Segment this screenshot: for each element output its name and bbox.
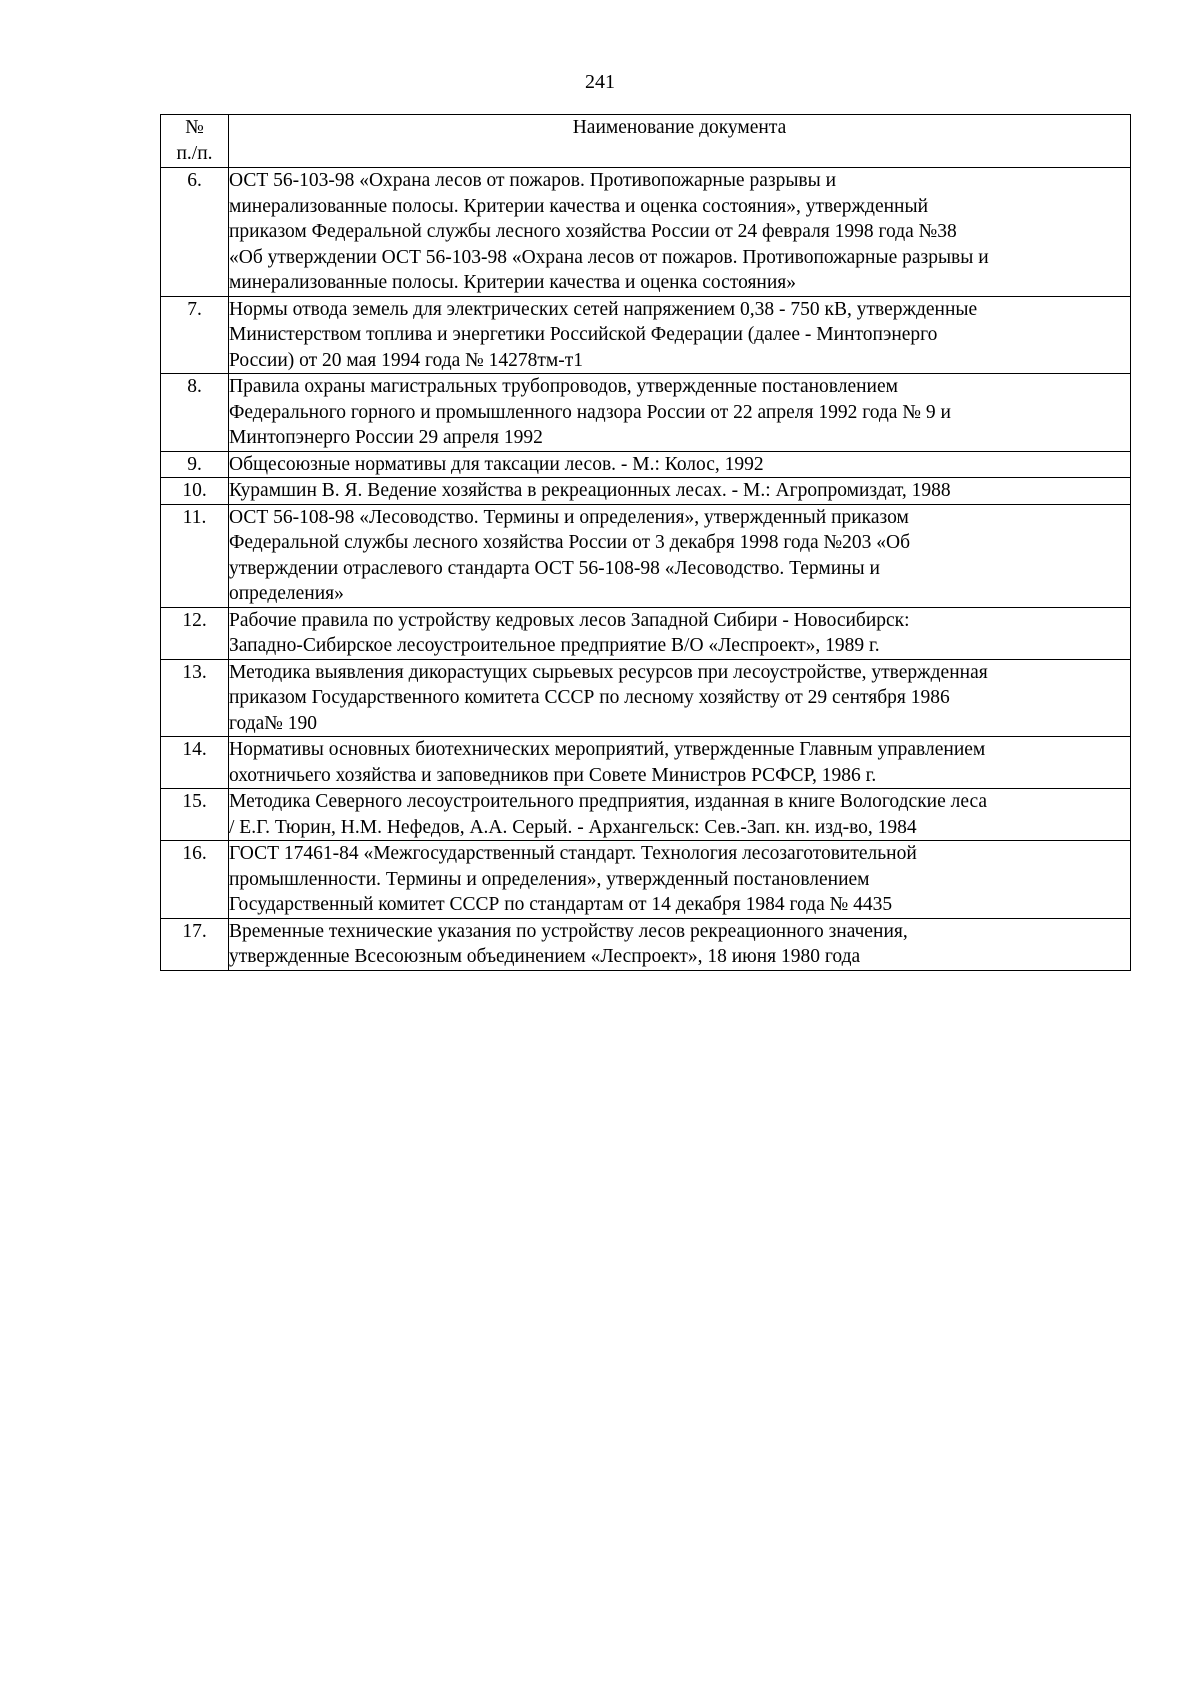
document-name-cell <box>229 918 1131 970</box>
table-row <box>161 374 1131 452</box>
document-name-line: Нормы отвода земель для электрических сетей напряжением 0,38 - 750 кВ, утвержденные <box>229 298 978 320</box>
document-name-cell <box>229 789 1131 841</box>
table-body <box>161 168 1131 971</box>
document-name-line: года№ 190 <box>229 712 318 734</box>
document-table <box>160 114 1131 971</box>
row-number: 15. <box>161 789 229 841</box>
document-name-line: охотничьего хозяйства и заповедников при Совете Министров РСФСР, 1986 г. <box>229 764 877 786</box>
table-header-row <box>161 115 1131 168</box>
table-row <box>161 504 1131 607</box>
document-name-line: «Об утверждении ОСТ 56-103-98 «Охрана лесов от пожаров. Противопожарные разрывы и <box>229 246 989 268</box>
header-number-symbol: № <box>185 117 204 138</box>
document-name-cell <box>229 504 1131 607</box>
document-name-cell <box>229 451 1131 478</box>
table-row <box>161 607 1131 659</box>
table-row <box>161 737 1131 789</box>
document-name-line: ОСТ 56-108-98 «Лесоводство. Термины и определения», утвержденный приказом <box>229 506 909 528</box>
document-name-line: утвержденные Всесоюзным объединением «Леспроект», 18 июня 1980 года <box>229 946 861 967</box>
document-name-line: ОСТ 56-103-98 «Охрана лесов от пожаров. Противопожарные разрывы и <box>229 170 837 191</box>
document-name-line: Нормативы основных биотехнических мероприятий, утвержденные Главным управлением <box>229 739 986 760</box>
document-name-line: минерализованные полосы. Критерии качества и оценка состояния» <box>229 272 797 293</box>
document-name-cell <box>229 478 1131 505</box>
row-number: 10. <box>161 478 229 505</box>
document-name-line: Федерального горного и промышленного надзора России от 22 апреля 1992 года № 9 и <box>229 401 951 423</box>
document-name-line: Правила охраны магистральных трубопроводов, утвержденные постановлением <box>229 376 898 397</box>
document-name-line: Минтопэнерго России 29 апреля 1992 <box>229 427 543 448</box>
table-header <box>161 115 1131 168</box>
document-name-cell <box>229 607 1131 659</box>
document-name-line: Общесоюзные нормативы для таксации лесов. - М.: Колос, 1992 <box>229 453 764 475</box>
row-number: 6. <box>161 168 229 297</box>
document-name-line: приказом Государственного комитета СССР по лесному хозяйству от 29 сентября 1986 <box>229 687 950 708</box>
row-number: 16. <box>161 841 229 919</box>
row-number: 17. <box>161 918 229 970</box>
row-number: 7. <box>161 296 229 374</box>
document-name-line: минерализованные полосы. Критерии качества и оценка состояния», утвержденный <box>229 195 929 217</box>
document-name-line: промышленности. Термины и определения», утвержденный постановлением <box>229 868 870 890</box>
row-number: 8. <box>161 374 229 452</box>
document-name-line: Министерством топлива и энергетики Российской Федерации (далее - Минтопэнерго <box>229 324 938 345</box>
page-number: 241 <box>585 71 615 93</box>
document-name-line: Государственный комитет СССР по стандартам от 14 декабря 1984 года № 4435 <box>229 894 893 915</box>
table-row <box>161 168 1131 297</box>
row-number: 12. <box>161 607 229 659</box>
row-number: 14. <box>161 737 229 789</box>
table-row <box>161 296 1131 374</box>
header-number-abbr: п./п. <box>176 143 213 164</box>
document-name-cell <box>229 659 1131 737</box>
header-number-column <box>161 115 229 168</box>
table-row <box>161 918 1131 970</box>
header-document-name-column: Наименование документа <box>229 115 1131 168</box>
table-row <box>161 841 1131 919</box>
document-name-line: России) от 20 мая 1994 года № 14278тм-т1 <box>229 349 583 371</box>
document-name-line: Методика Северного лесоустроительного предприятия, изданная в книге Вологодские леса <box>229 791 988 812</box>
document-name-cell <box>229 737 1131 789</box>
document-name-cell <box>229 374 1131 452</box>
document-name-line: Рабочие правила по устройству кедровых лесов Западной Сибири - Новосибирск: <box>229 609 910 631</box>
document-name-line: утверждении отраслевого стандарта ОСТ 56-108-98 «Лесоводство. Термины и <box>229 557 880 579</box>
document-name-cell <box>229 296 1131 374</box>
document-name-line: Методика выявления дикорастущих сырьевых ресурсов при лесоустройстве, утвержденная <box>229 661 988 683</box>
table-row <box>161 659 1131 737</box>
document-name-line: приказом Федеральной службы лесного хозяйства России от 24 февраля 1998 года №38 <box>229 221 957 242</box>
document-name-cell <box>229 841 1131 919</box>
table-row <box>161 789 1131 841</box>
row-number: 9. <box>161 451 229 478</box>
row-number: 11. <box>161 504 229 607</box>
table-row <box>161 478 1131 505</box>
row-number: 13. <box>161 659 229 737</box>
document-name-line: / Е.Г. Тюрин, Н.М. Нефедов, А.А. Серый. - Архангельск: Сев.-Зап. кн. изд-во, 1984 <box>229 816 917 838</box>
document-name-line: определения» <box>229 583 344 604</box>
table-row <box>161 451 1131 478</box>
document-name-line: Федеральной службы лесного хозяйства России от 3 декабря 1998 года №203 «Об <box>229 532 911 553</box>
document-name-line: Временные технические указания по устройству лесов рекреационного значения, <box>229 920 908 942</box>
document-name-cell <box>229 168 1131 297</box>
document-name-line: ГОСТ 17461-84 «Межгосударственный стандарт. Технология лесозаготовительной <box>229 843 917 864</box>
document-name-line: Курамшин В. Я. Ведение хозяйства в рекреационных лесах. - М.: Агропромиздат, 1988 <box>229 480 951 501</box>
document-name-line: Западно-Сибирское лесоустроительное предприятие В/О «Леспроект», 1989 г. <box>229 635 880 656</box>
